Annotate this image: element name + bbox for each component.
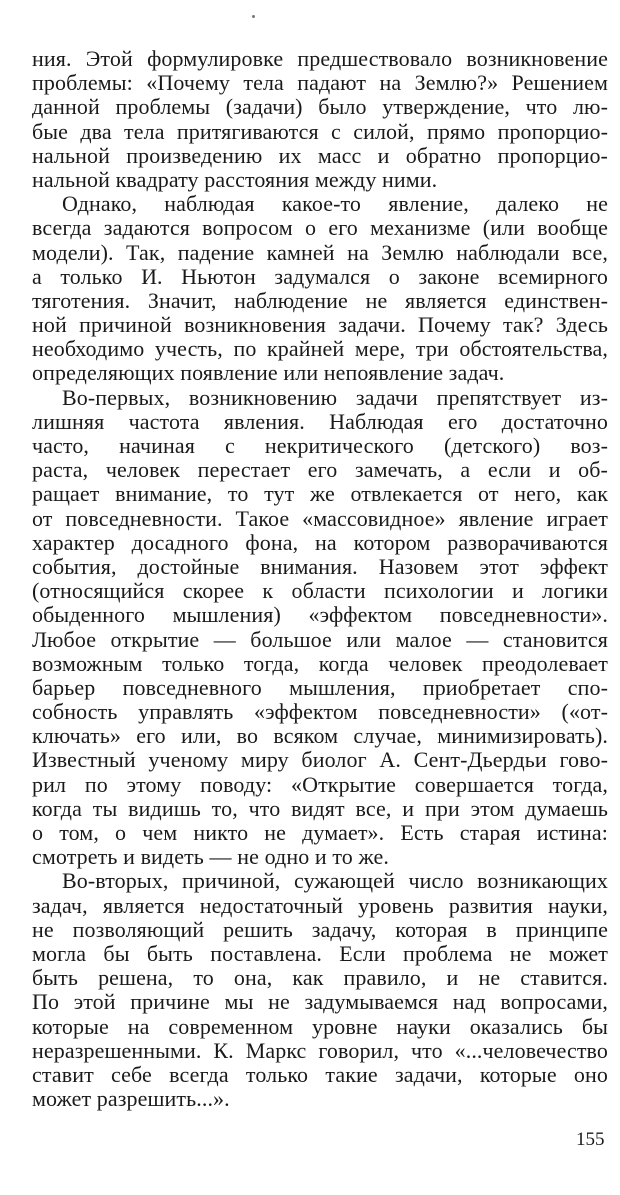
- paragraph-4: [32, 869, 608, 1111]
- text-line: По этой причине мы не задумываемся над вопросами,: [32, 989, 608, 1015]
- text-line: ключать» его или, во всяком случае, минимизировать).: [32, 723, 608, 749]
- text-line: лишняя частота явления. Наблюдая его достаточно: [32, 408, 608, 434]
- text-line: ной причиной возникновения задачи. Почему так? Здесь: [32, 312, 608, 338]
- text-line: проблемы: «Почему тела падают на Землю?» Решением: [32, 70, 608, 96]
- text-line: Однако, наблюдая какое-то явление, далеко не: [62, 191, 608, 217]
- paragraph-2: [32, 192, 608, 386]
- text-line: Известный ученому миру биолог А. Сент-Дьердьи гово-: [32, 747, 608, 773]
- text-line: а только И. Ньютон задумался о законе всемирного: [32, 263, 608, 289]
- body-text: [32, 47, 608, 1111]
- text-line: могла бы быть поставлена. Если проблема не может: [32, 940, 608, 966]
- print-speck: [252, 15, 255, 18]
- text-line: не позволяющий решить задачу, которая в принципе: [32, 916, 608, 942]
- text-line: ния. Этой формулировке предшествовало возникновение: [32, 46, 608, 71]
- text-line: модели). Так, падение камней на Землю наблюдали все,: [32, 239, 608, 265]
- text-line: быть решена, то она, как правило, и не ставится.: [32, 965, 608, 991]
- text-line: всегда задаются вопросом о его механизме (или вообще: [32, 215, 608, 241]
- text-line: когда ты видишь то, что видят все, и при этом думаешь: [32, 795, 608, 821]
- text-line: данной проблемы (задачи) было утверждение, что лю-: [32, 94, 608, 120]
- text-line: бые два тела притягиваются с силой, прямо пропорцио-: [32, 118, 608, 144]
- text-line: Любое открытие — большое или малое — становится: [32, 626, 608, 652]
- text-line: собность управлять «эффектом повседневности» («от-: [32, 699, 608, 725]
- text-line: характер досадного фона, на котором разворачиваются: [32, 529, 608, 555]
- text-line: необходимо учесть, по крайней мере, три обстоятельства,: [32, 336, 608, 362]
- text-line: смотреть и видеть — не одно и то же.: [32, 844, 389, 870]
- text-line: ращает внимание, то тут же отвлекается от него, как: [32, 481, 608, 507]
- text-line: которые на современном уровне науки оказались бы: [32, 1013, 608, 1039]
- paragraph-3: [32, 386, 608, 870]
- text-line: Во-первых, возникновению задачи препятствует из-: [62, 384, 608, 410]
- text-line: определяющих появление или непоявление задач.: [32, 360, 505, 386]
- text-line: ставит себе всегда только такие задачи, которые оно: [32, 1061, 608, 1087]
- text-line: барьер повседневного мышления, приобретает спо-: [32, 674, 608, 700]
- text-line: Во-вторых, причиной, сужающей число возникающих: [62, 868, 608, 894]
- text-line: тяготения. Значит, наблюдение не является единствен-: [32, 287, 608, 313]
- page-number: 155: [576, 1129, 605, 1150]
- text-line: неразрешенными. К. Маркс говорил, что «...человечество: [32, 1037, 608, 1063]
- text-line: рил по этому поводу: «Открытие совершается тогда,: [32, 771, 608, 797]
- text-line: задач, является недостаточный уровень развития науки,: [32, 892, 608, 918]
- text-line: о том, о чем никто не думает». Есть старая истина:: [32, 820, 608, 845]
- text-line: часто, начиная с некритического (детского) воз-: [32, 433, 608, 458]
- text-line: нальной квадрату расстояния между ними.: [32, 166, 438, 192]
- text-line: от повседневности. Такое «массовидное» явление играет: [32, 505, 608, 531]
- text-line: раста, человек перестает его замечать, а если и об-: [32, 457, 608, 483]
- text-line: (относящийся скорее к области психологии и логики: [32, 578, 608, 604]
- text-line: события, достойные внимания. Назовем этот эффект: [32, 553, 608, 579]
- text-line: может разрешить...».: [32, 1086, 230, 1112]
- text-line: нальной произведению их масс и обратно пропорцио-: [32, 142, 608, 168]
- text-line: возможным только тогда, когда человек преодолевает: [32, 650, 608, 676]
- text-line: обыденного мышления) «эффектом повседневности».: [32, 602, 608, 628]
- paragraph-1: [32, 47, 608, 192]
